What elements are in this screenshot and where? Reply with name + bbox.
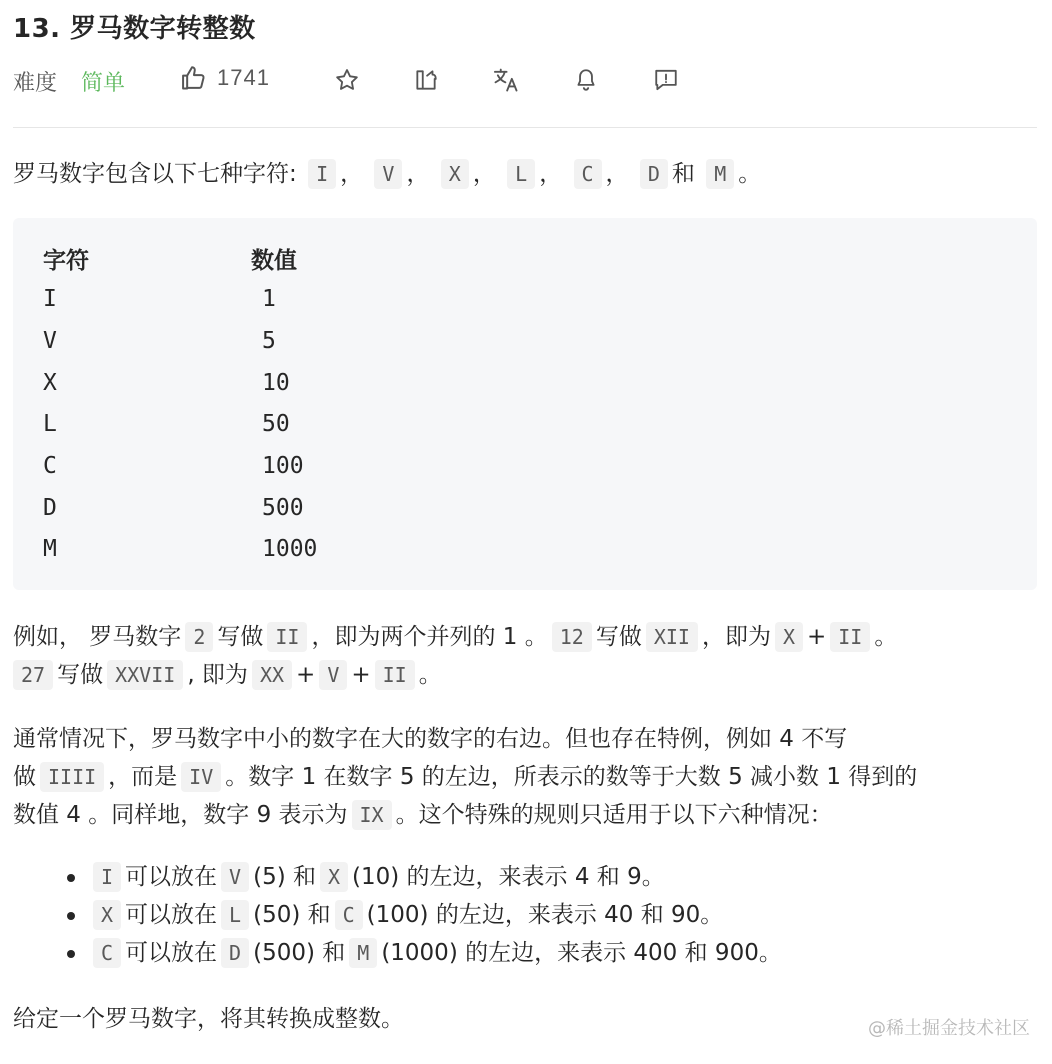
feedback-button[interactable] [652,66,680,94]
translate-icon [492,66,520,94]
special-line-2: 做 IIII ，而是 IV 。数字 1 在数字 5 的左边，所表示的数等于大数 5 减小数 1 得到的 [13,764,918,790]
intro-paragraph: 罗马数字包含以下七种字符: I ， V ， X ， L ， C ， D 和 M 。 [13,161,762,187]
translate-button[interactable] [492,66,520,94]
table-cell-value: 100 [262,453,304,479]
examples-paragraph [13,618,897,694]
table-cell-symbol: M [43,536,57,562]
bell-icon [573,67,599,93]
example-code: 12 [552,622,592,652]
special-code: IV [181,762,221,792]
example-code: XXVII [107,660,183,690]
symbol-code: D [640,159,668,189]
star-icon [334,67,360,93]
intro-text: 罗马数字包含以下七种字符: [13,161,297,187]
task-statement: 给定一个罗马数字，将其转换成整数。 [13,1006,404,1032]
example-code: II [267,622,307,652]
favorite-button[interactable] [333,66,361,94]
table-cell-symbol: X [43,370,57,396]
table-cell-value: 500 [262,495,304,521]
special-code: IX [352,800,392,830]
example-code: II [830,622,870,652]
page-title: 13. 罗马数字转整数 [13,14,256,44]
symbol-code: X [441,159,469,189]
column-header-symbol: 字符 [43,248,89,274]
subscribe-button[interactable] [572,66,600,94]
list-item: X 可以放在 L (50) 和 C (100) 的左边，来表示 40 和 90。 [67,896,782,934]
symbol-code: C [574,159,602,189]
table-cell-value: 5 [262,328,276,354]
difficulty-label: 难度 [13,71,58,96]
example-code: XII [646,622,698,652]
list-item: C 可以放在 D (500) 和 M (1000) 的左边，来表示 400 和 900。 [67,934,782,972]
symbol-code: V [374,159,402,189]
table-cell-symbol: I [43,286,57,312]
like-button[interactable] [179,64,270,92]
symbol-code: M [706,159,734,189]
special-line-1: 通常情况下，罗马数字中小的数字在大的数字的右边。但也存在特例，例如 4 不写 [13,726,848,752]
table-cell-value: 1000 [262,536,318,562]
table-cell-symbol: V [43,328,57,354]
share-button[interactable] [412,66,440,94]
special-line-3: 数值 4 。同样地，数字 9 表示为 IX 。这个特殊的规则只适用于以下六种情况： [13,802,833,828]
special-case-paragraph [13,720,917,834]
table-cell-value: 1 [262,286,276,312]
example-code: 27 [13,660,53,690]
table-cell-symbol: L [43,411,57,437]
example-code: X [775,622,803,652]
like-count: 1741 [217,65,270,90]
rules-list [67,858,782,972]
header-divider [13,127,1037,128]
example-code: 2 [185,622,213,652]
list-item: I 可以放在 V (5) 和 X (10) 的左边，来表示 4 和 9。 [67,858,782,896]
table-cell-symbol: D [43,495,57,521]
symbol-code: I [308,159,336,189]
difficulty-badge: 简单 [81,71,126,96]
special-code: IIII [40,762,104,792]
symbol-code: L [507,159,535,189]
table-cell-value: 50 [262,411,290,437]
problem-meta-bar [13,64,1037,98]
example-code: II [375,660,415,690]
watermark: @稀土掘金技术社区 [868,1018,1030,1039]
thumb-up-icon [179,64,207,92]
feedback-icon [653,67,679,93]
column-header-value: 数值 [251,248,297,274]
table-cell-value: 10 [262,370,290,396]
table-cell-symbol: C [43,453,57,479]
symbol-value-table [13,218,1037,590]
example-code: XX [252,660,292,690]
example-code: V [319,660,347,690]
examples-line-1: 例如， 罗马数字 2 写做 II ，即为两个并列的 1 。 12 写做 XII ，即为 X + II 。 [13,624,898,650]
share-icon [413,67,439,93]
examples-line-2: 27 写做 XXVII , 即为 XX + V + II 。 [13,656,897,694]
